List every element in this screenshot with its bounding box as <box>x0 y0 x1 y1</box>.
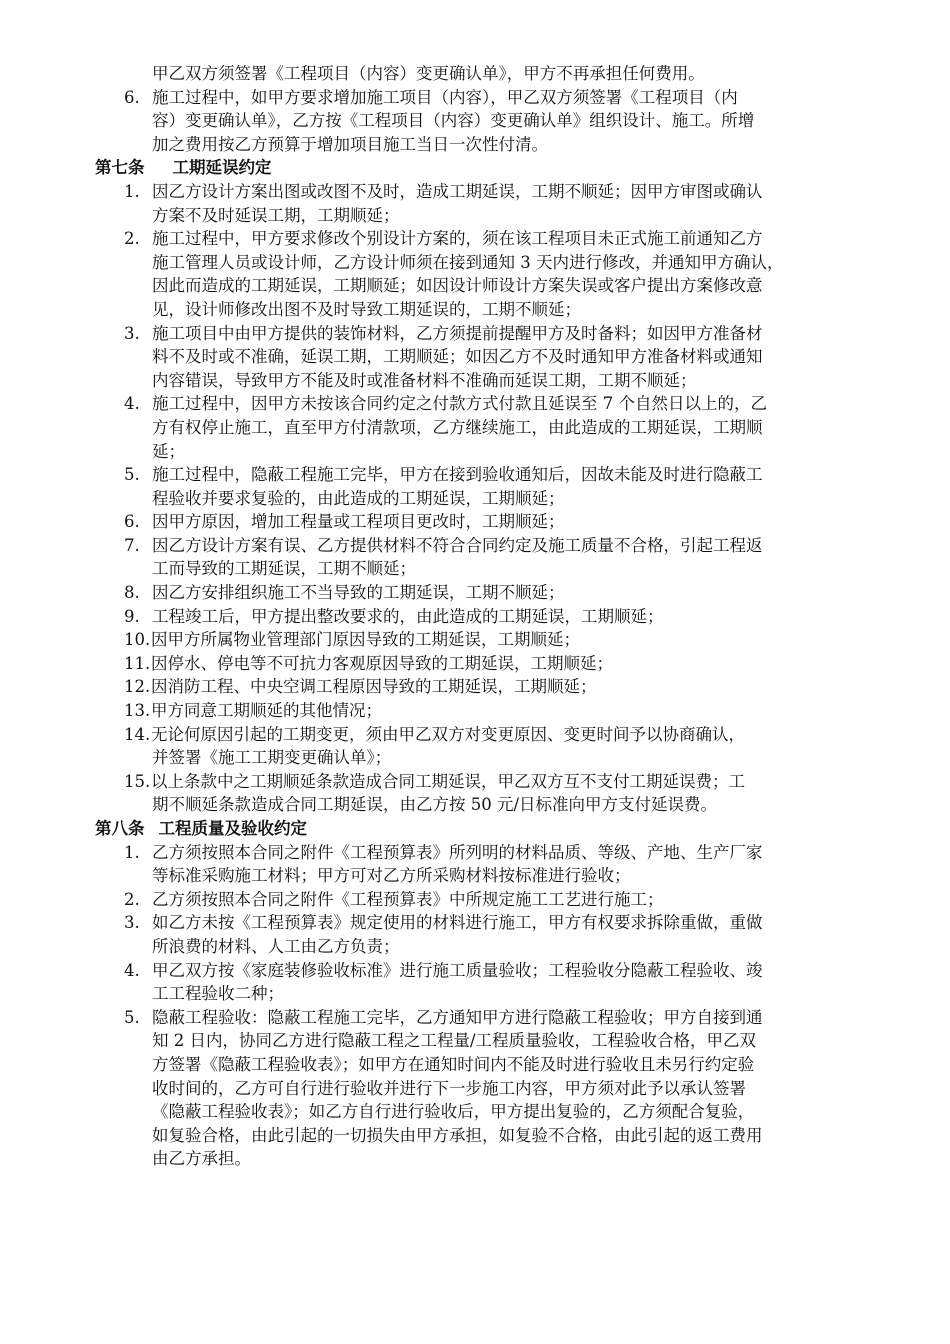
list-item-text: 施工过程中，甲方要求修改个别设计方案的，须在该工程项目未正式施工前通知乙方 <box>152 229 763 249</box>
list-item-line: 方有权停止施工，直至甲方付清款项，乙方继续施工，由此造成的工期延误，工期顺 <box>152 417 763 437</box>
section-heading <box>0 817 950 841</box>
list-item-text: 施工过程中，隐蔽工程施工完毕，甲方在接到验收通知后，因故未能及时进行隐蔽工 <box>152 465 763 485</box>
list-item-line <box>0 959 950 983</box>
list-item-number: 6. <box>124 512 140 532</box>
section-label: 第七条 <box>95 158 145 178</box>
list-item-number: 3. <box>124 913 140 933</box>
list-item-number: 11. <box>124 653 151 673</box>
list-item-line <box>0 770 950 794</box>
section-title: 工期延误约定 <box>172 158 272 178</box>
list-item-line <box>0 534 950 558</box>
list-item-number: 8. <box>124 583 140 603</box>
list-item-number: 5. <box>124 465 140 485</box>
list-item-line <box>0 628 950 652</box>
list-item-number: 4. <box>124 960 140 980</box>
list-item-line: 期不顺延条款造成合同工期延误，由乙方按 50 元/日标准向甲方支付延误费。 <box>152 795 718 815</box>
list-item-line: 《隐蔽工程验收表》；如乙方自行进行验收后，甲方提出复验的，乙方须配合复验， <box>152 1102 755 1122</box>
list-item-line: 容）变更确认单》，乙方按《工程项目（内容）变更确认单》组织设计、施工。所增 <box>152 111 755 131</box>
list-item-number: 5. <box>124 1007 140 1027</box>
list-item-line: 并签署《施工工期变更确认单》； <box>152 748 392 768</box>
list-item-number: 7. <box>124 535 140 555</box>
list-item-line: 工而导致的工期延误，工期不顺延； <box>152 559 416 579</box>
list-item-line <box>0 723 950 747</box>
list-item-number: 2. <box>124 229 140 249</box>
list-item-line <box>0 392 950 416</box>
list-item-text: 隐蔽工程验收：隐蔽工程施工完毕，乙方通知甲方进行隐蔽工程验收；甲方自接到通 <box>152 1007 763 1027</box>
list-item-line: 加之费用按乙方预算于增加项目施工当日一次性付清。 <box>152 134 548 154</box>
list-item-line: 工工程验收二种； <box>152 984 284 1004</box>
list-item-line <box>0 652 950 676</box>
list-item-text: 因停水、停电等不可抗力客观原因导致的工期延误，工期顺延； <box>151 653 613 673</box>
list-item-line: 因此而造成的工期延误，工期顺延；如因设计师设计方案失误或客户提出方案修改意 <box>152 276 763 296</box>
list-item-line <box>0 227 950 251</box>
list-item-number: 1. <box>124 181 140 201</box>
list-item-text: 因消防工程、中央空调工程原因导致的工期延误，工期顺延； <box>151 677 597 697</box>
list-item-line: 等标准采购施工材料；甲方可对乙方所采购材料按标准进行验收； <box>152 866 631 886</box>
list-item-line <box>0 86 950 110</box>
list-item-text: 施工过程中，因甲方未按该合同约定之付款方式付款且延误至 7 个自然日以上的，乙 <box>152 394 767 414</box>
list-item-number: 15. <box>124 771 151 791</box>
list-item-text: 施工过程中，如甲方要求增加施工项目（内容），甲乙双方须签署《工程项目（内 <box>152 87 738 107</box>
list-item-text: 因甲方所属物业管理部门原因导致的工期延误，工期顺延； <box>151 630 580 650</box>
list-item-line: 如复验合格，由此引起的一切损失由甲方承担，如复验不合格，由此引起的返工费用 <box>152 1125 763 1145</box>
list-item-text: 无论何原因引起的工期变更，须由甲乙双方对变更原因、变更时间予以协商确认， <box>151 724 745 744</box>
section-label: 第八条 <box>95 819 145 838</box>
list-item-text: 因甲方原因，增加工程量或工程项目更改时，工期顺延； <box>152 512 565 532</box>
list-item-line: 知 2 日内，协同乙方进行隐蔽工程之工程量/工程质量验收，工程验收合格，甲乙双 <box>152 1031 757 1051</box>
list-item-text: 乙方须按照本合同之附件《工程预算表》中所规定施工工艺进行施工； <box>152 889 664 909</box>
list-item-line: 由乙方承担。 <box>152 1149 251 1169</box>
list-item-line <box>0 510 950 534</box>
list-item-text: 因乙方设计方案有误、乙方提供材料不符合合同约定及施工质量不合格，引起工程返 <box>152 535 763 555</box>
section-title: 工程质量及验收约定 <box>158 819 307 838</box>
list-item-line: 见，设计师修改出图不及时导致工期延误的，工期不顺延； <box>152 299 581 319</box>
list-item-line <box>0 322 950 346</box>
list-item-number: 13. <box>124 701 151 721</box>
list-item-line <box>0 911 950 935</box>
list-item-text: 因乙方安排组织施工不当导致的工期延误，工期不顺延； <box>152 583 565 603</box>
list-item-text: 甲方同意工期顺延的其他情况； <box>151 701 382 721</box>
list-item-line: 内容错误，导致甲方不能及时或准备材料不准确而延误工期，工期不顺延； <box>152 370 697 390</box>
list-item-line <box>0 699 950 723</box>
intro-line: 甲乙双方须签署《工程项目（内容）变更确认单》，甲方不再承担任何费用。 <box>152 64 705 83</box>
list-item-line: 收时间的，乙方可自行进行验收并进行下一步施工内容，甲方须对此予以承认签署 <box>152 1078 746 1098</box>
list-item-number: 12. <box>124 677 151 697</box>
list-item-line <box>0 841 950 865</box>
list-item-line <box>0 463 950 487</box>
list-item-line: 施工管理人员或设计师，乙方设计师须在接到通知 3 天内进行修改，并通知甲方确认， <box>152 252 784 272</box>
list-item-text: 乙方须按照本合同之附件《工程预算表》所列明的材料品质、等级、产地、生产厂家 <box>152 842 763 862</box>
list-item-number: 14. <box>124 724 151 744</box>
list-item-number: 3. <box>124 323 140 343</box>
list-item-number: 4. <box>124 394 140 414</box>
section-heading <box>0 156 950 180</box>
list-item-line: 方案不及时延误工期，工期顺延； <box>152 205 400 225</box>
document-page <box>0 62 950 1171</box>
list-item-line <box>0 605 950 629</box>
list-item-number: 10. <box>124 630 151 650</box>
list-item-line: 程验收并要求复验的，由此造成的工期延误，工期顺延； <box>152 488 565 508</box>
list-item-line <box>0 1006 950 1030</box>
list-item-number: 1. <box>124 842 140 862</box>
list-item-text: 如乙方未按《工程预算表》规定使用的材料进行施工，甲方有权要求拆除重做，重做 <box>152 913 763 933</box>
list-item-text: 因乙方设计方案出图或改图不及时，造成工期延误，工期不顺延；因甲方审图或确认 <box>152 181 763 201</box>
list-item-line: 所浪费的材料、人工由乙方负责； <box>152 936 400 956</box>
list-item-text: 甲乙双方按《家庭装修验收标准》进行施工质量验收；工程验收分隐蔽工程验收、竣 <box>152 960 763 980</box>
list-item-line: 方签署《隐蔽工程验收表》；如甲方在通知时间内不能及时进行验收且未另行约定验 <box>152 1054 755 1074</box>
list-item-line <box>0 180 950 204</box>
list-item-text: 施工项目中由甲方提供的装饰材料，乙方须提前提醒甲方及时备料；如因甲方准备材 <box>152 323 763 343</box>
list-item-number: 6. <box>124 87 140 107</box>
list-item-number: 9. <box>124 606 140 626</box>
list-item-line <box>0 581 950 605</box>
list-item-text: 以上条款中之工期顺延条款造成合同工期延误，甲乙双方互不支付工期延误费；工 <box>151 771 745 791</box>
list-item-line: 料不及时或不准确，延误工期，工期顺延；如因乙方不及时通知甲方准备材料或通知 <box>152 347 763 367</box>
list-item-text: 工程竣工后，甲方提出整改要求的，由此造成的工期延误，工期顺延； <box>152 606 664 626</box>
list-item-line <box>0 888 950 912</box>
list-item-line: 延； <box>152 441 185 461</box>
list-item-number: 2. <box>124 889 140 909</box>
list-item-line <box>0 675 950 699</box>
